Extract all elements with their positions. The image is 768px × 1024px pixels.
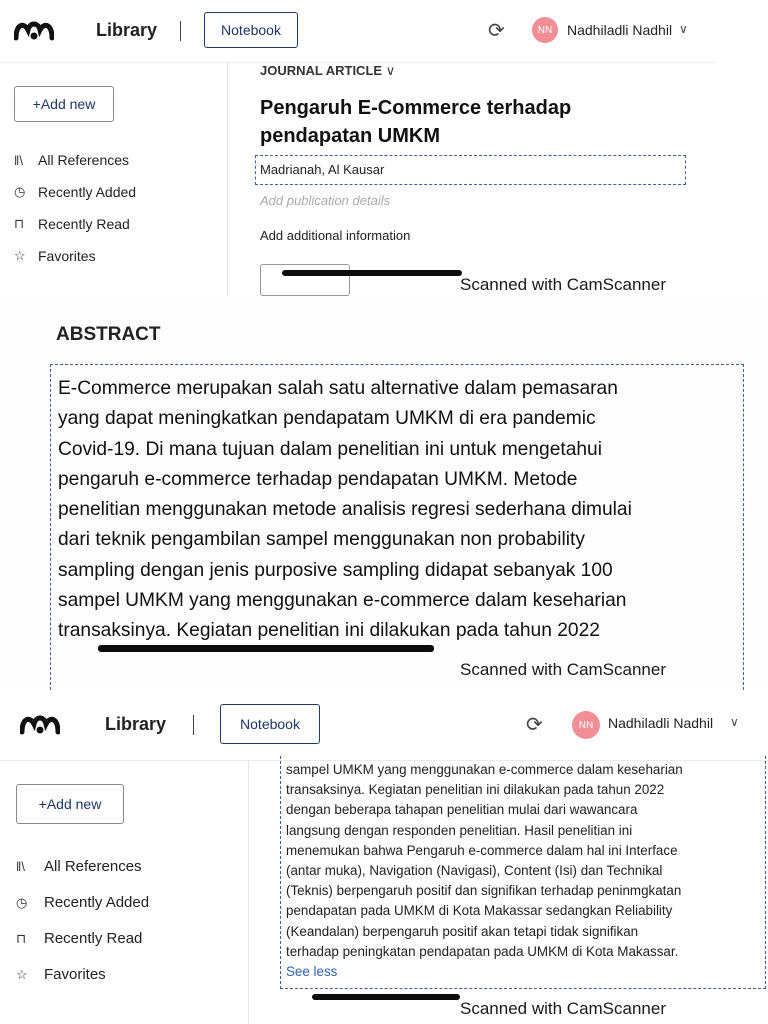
sidebar-item-label: Recently Added [38,184,137,200]
star-icon: ☆ [16,966,28,982]
mendeley-logo-icon [14,18,54,42]
sidebar-item-favorites[interactable] [14,248,96,264]
sidebar-item-all-references[interactable] [14,152,129,168]
article-type-dropdown[interactable] [260,63,395,79]
additional-information-link[interactable]: Add additional information [260,228,411,243]
screenshot-segment-bottom [0,690,768,1024]
notebook-button[interactable]: Notebook [204,12,298,48]
notebook-button[interactable]: Notebook [220,704,320,744]
clock-icon: ◷ [14,184,26,199]
sidebar-separator [248,760,249,1024]
sidebar-item-recently-read[interactable] [16,930,142,947]
sidebar-item-label: Favorites [44,966,106,983]
library-title[interactable]: Library [105,714,167,734]
user-name[interactable]: Nadhiladli Nadhil [567,22,673,38]
avatar[interactable]: NN [532,17,558,43]
sidebar-item-favorites[interactable] [16,966,106,983]
redaction-bar [312,994,460,1000]
library-icon: ‖\ [16,859,25,874]
camscanner-watermark: Scanned with CamScanner [460,660,667,679]
user-name[interactable]: Nadhiladli Nadhil [608,715,714,731]
abstract-text-small: sampel UMKM yang menggunakan e-commerce dalam keseharian transaksinya. Kegiatan penelitian ini dilakukan pada tahun 2022 dengan beberapa tahapan penelitian mulai dari wawancara langsung dengan responden penelitian. Hasil penelitian ini menemukan bahwa Pengaruh e-commerce dalam hal ini Interface (antar muka), Navigation (Navigasi), Content (Isi) dan Technikal (Teknis) berpengaruh positif dan signifikan terhadap peninmgkatan pendapatan pada UMKM di Kota Makassar sedangkan Reliability (Keandalan) berpengaruh positif akan tetapi tidak signifikan terhadap peningkatan pendapatan pada UMKM di Kota Makassar. See less [286,760,762,982]
chevron-down-icon: ∨ [385,63,396,78]
star-icon: ☆ [14,248,26,263]
publication-details-placeholder[interactable]: Add publication details [260,193,391,208]
header-divider [180,21,181,41]
sidebar-item-label: Recently Read [38,216,130,232]
sidebar-separator [227,62,228,296]
camscanner-watermark: Scanned with CamScanner [460,275,667,294]
redaction-bar [98,645,434,652]
article-type-label: JOURNAL ARTICLE [260,63,383,78]
header-divider [193,715,194,735]
screenshot-segment-top [0,0,768,296]
abstract-text-large: E-Commerce merupakan salah satu alternative dalam pemasaran yang dapat meningkatkan pendapatam UMKM di era pandemic Covid-19. Di mana tujuan dalam penelitian ini untuk mengetahui pengaruh e-commerce terhadap pendapatan UMKM. Metode penelitian menggunakan metode analisis regresi sederhana dimulai dari teknik pengambilan sampel menggunakan non probability sampling dengan jenis purposive sampling didapat sebanyak 100 sampel UMKM yang menggunakan e-commerce dalam keseharian transaksinya. Kegiatan penelitian ini dilakukan pada tahun 2022 [58,378,632,642]
chevron-down-icon[interactable]: ∨ [679,22,688,36]
partial-button[interactable] [260,264,350,296]
add-new-button[interactable]: +Add new [16,784,124,824]
avatar[interactable]: NN [572,711,600,739]
bookmark-icon: ⊓ [16,930,27,946]
see-less-link[interactable]: See less [286,964,338,980]
authors-text: Madrianah, Al Kausar [260,162,385,177]
clock-icon: ◷ [16,894,28,910]
sync-icon[interactable]: ⟳ [488,20,505,42]
bookmark-icon: ⊓ [14,216,25,231]
add-new-button[interactable]: +Add new [14,86,114,122]
article-title[interactable]: Pengaruh E-Commerce terhadap pendapatan UMKM [260,97,572,147]
sync-icon[interactable]: ⟳ [526,714,543,736]
screenshot-segment-abstract [0,296,768,690]
sidebar-item-label: Favorites [38,248,96,264]
library-title[interactable]: Library [96,20,158,40]
sidebar-item-label: Recently Added [44,894,150,911]
sidebar-item-recently-added[interactable] [14,184,136,200]
chevron-down-icon[interactable]: ∨ [730,715,739,729]
redaction-bar [282,270,462,276]
abstract-heading: ABSTRACT [56,324,161,345]
sidebar-item-recently-read[interactable] [14,216,130,232]
authors-field[interactable] [255,155,686,185]
library-icon: ‖\ [14,152,23,168]
mendeley-logo-icon [20,712,60,736]
camscanner-watermark: Scanned with CamScanner [460,999,667,1018]
sidebar-item-all-references[interactable] [16,858,142,875]
sidebar-item-label: Recently Read [44,930,143,947]
sidebar-item-recently-added[interactable] [16,894,149,911]
sidebar-item-label: All References [44,858,142,875]
sidebar-item-label: All References [38,152,130,168]
